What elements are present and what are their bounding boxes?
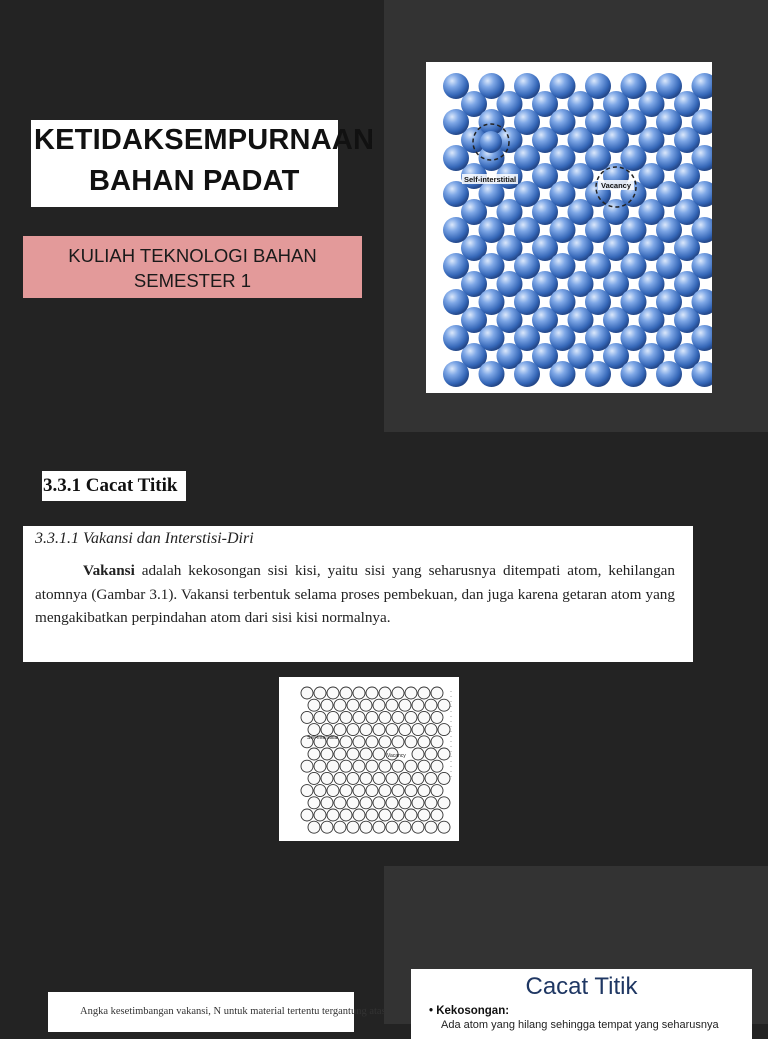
bw-atom [412,821,424,833]
bw-atom [353,809,365,821]
bw-atom [373,821,385,833]
bw-atom [321,748,333,760]
bw-atom [412,699,424,711]
atom [479,325,505,351]
bw-atom [327,760,339,772]
bw-atom [373,748,385,760]
bw-atom [347,821,359,833]
atom [514,73,540,99]
atom [585,253,611,279]
bw-atom [314,760,326,772]
bw-atom [392,736,404,748]
bw-atom [366,785,378,797]
bw-atom [360,724,372,736]
excerpt-paragraph [35,559,675,630]
atom [443,253,469,279]
bw-atom [327,687,339,699]
atom [656,253,682,279]
atom [656,289,682,315]
bw-atom [379,687,391,699]
bw-atom [360,772,372,784]
bw-atom [314,687,326,699]
bw-atom [353,711,365,723]
bw-atom [438,797,450,809]
atom [550,325,576,351]
bw-atom [438,821,450,833]
excerpt-term: Vakansi [83,562,135,579]
bw-atom [321,699,333,711]
bw-atom [360,797,372,809]
atom [656,109,682,135]
atom [585,325,611,351]
bw-atom [373,797,385,809]
bw-atom [308,699,320,711]
bw-atom [386,797,398,809]
bw-label-vacancy: Vacancy [387,753,406,759]
bw-atom [347,724,359,736]
excerpt-subheading: 3.3.1.1 Vakansi dan Interstisi-Diri [35,530,254,547]
bw-atom [412,724,424,736]
bw-atom [425,724,437,736]
atom [550,109,576,135]
bw-atom [360,748,372,760]
bw-atom [353,736,365,748]
bw-atom [366,711,378,723]
bw-atom [405,711,417,723]
atom [480,131,502,153]
bw-atom [405,760,417,772]
bw-atom [308,821,320,833]
bw-atom [438,699,450,711]
bw-atom [301,687,313,699]
bw-atom [340,785,352,797]
lattice-figure [426,62,712,393]
bw-atom [431,809,443,821]
bw-atom [431,687,443,699]
atom [585,217,611,243]
bw-atom [353,687,365,699]
bw-atom [308,772,320,784]
bw-atom [321,821,333,833]
atom [656,145,682,171]
section-heading: 3.3.1 Cacat Titik [42,471,186,501]
bw-atom [379,760,391,772]
atom [443,289,469,315]
bw-atom [347,699,359,711]
atom [621,361,647,387]
subtitle-line-1: KULIAH TEKNOLOGI BAHAN [68,245,317,266]
bw-atom [405,785,417,797]
bw-atom [399,821,411,833]
bw-atom [418,711,430,723]
bw-atom [334,797,346,809]
bw-atom [373,699,385,711]
bw-atom [308,797,320,809]
bw-atom [425,797,437,809]
bw-atom [373,724,385,736]
bw-atom [321,772,333,784]
bw-atom [353,760,365,772]
atom [443,181,469,207]
bw-atom [431,760,443,772]
atom [585,145,611,171]
slide-title: Cacat Titik [525,973,638,1000]
bw-atom [418,785,430,797]
bw-atom [412,797,424,809]
bw-atom [366,736,378,748]
bw-lattice-image [279,677,459,841]
bw-atom [425,699,437,711]
bw-atom [431,785,443,797]
atom [621,325,647,351]
bw-atom [379,711,391,723]
bw-atom [438,724,450,736]
atom [514,181,540,207]
bw-atom [334,821,346,833]
bw-atom [405,687,417,699]
bw-atom [373,772,385,784]
label-vacancy: Vacancy [601,181,632,190]
bw-atom [340,736,352,748]
bw-atom [314,711,326,723]
bw-atom [425,821,437,833]
bw-atom [392,809,404,821]
atom [514,253,540,279]
bw-atom [327,711,339,723]
atom [621,145,647,171]
bw-atom [392,711,404,723]
atom [656,217,682,243]
bw-atom [386,821,398,833]
atom [443,217,469,243]
subtitle-line-2: SEMESTER 1 [133,270,252,291]
bw-atom [340,687,352,699]
atom [585,361,611,387]
atom [656,361,682,387]
atom [550,361,576,387]
atom [479,73,505,99]
bw-atom [334,772,346,784]
bw-atom [347,797,359,809]
bw-atom [379,736,391,748]
bw-atom [412,772,424,784]
atom [514,145,540,171]
bw-atom [418,736,430,748]
atom [621,253,647,279]
atom [514,361,540,387]
bw-atom [301,760,313,772]
bw-atom [386,699,398,711]
bw-atom [438,772,450,784]
bw-atom [301,711,313,723]
bw-atom [399,772,411,784]
bw-atom [334,699,346,711]
atom [514,109,540,135]
bw-label-interstitial: Self-interstitial [307,735,339,741]
bw-atom [301,785,313,797]
bw-atom [327,809,339,821]
bw-atom [405,736,417,748]
bw-atom [399,724,411,736]
bw-atom [438,748,450,760]
bw-atom [405,809,417,821]
atom [514,217,540,243]
bw-atom [418,760,430,772]
bw-atom [314,809,326,821]
bw-atom [347,772,359,784]
bw-atom [392,760,404,772]
bw-atom [392,687,404,699]
bw-atom [340,760,352,772]
bw-atom [386,724,398,736]
bottom-right-slide [411,969,752,1039]
bw-atom [425,748,437,760]
atom [479,181,505,207]
atom [656,73,682,99]
bw-atom [418,687,430,699]
bw-atom [431,736,443,748]
bw-atom [392,785,404,797]
bw-atom [399,797,411,809]
bw-atom [379,809,391,821]
bw-atom [386,772,398,784]
slide-subtext: Ada atom yang hilang sehingga tempat yang seharusnya [441,1019,719,1031]
atom [550,217,576,243]
atom [443,325,469,351]
bw-atom [314,785,326,797]
atom [514,325,540,351]
bw-atom [431,711,443,723]
title-box [31,120,375,207]
atom [550,253,576,279]
bw-atom [321,797,333,809]
label-self-interstitial: Self-interstitial [464,175,517,184]
atom [550,289,576,315]
title-line-1: KETIDAKSEMPURNAAN [34,124,375,156]
bw-atom [360,821,372,833]
bw-atom [399,699,411,711]
atom [585,289,611,315]
bw-atom [347,748,359,760]
slide-bullet: • Kekosongan: [429,1005,510,1017]
atom [550,145,576,171]
atom [656,325,682,351]
text-excerpt [23,526,693,662]
title-line-2: BAHAN PADAT [89,165,300,197]
excerpt-body: adalah kekosongan sisi kisi, yaitu sisi yang seharusnya ditempati atom, kehilangan atomnya (Gambar 3.1). Vakansi terbentuk selama proses pembekuan, dan juga karena getaran atom yang mengakibatkan perpindahan atom dari sisi kisi normalnya. [35,562,675,626]
bw-atom [321,724,333,736]
atom [585,73,611,99]
atom [621,73,647,99]
bw-atom [308,748,320,760]
atom [479,289,505,315]
bw-atom [308,724,320,736]
bw-lattice-figure [279,677,459,841]
bw-atom [301,809,313,821]
bw-atom [412,748,424,760]
atom [443,73,469,99]
bw-atom [334,748,346,760]
bw-atom [366,809,378,821]
subtitle-box [23,236,362,298]
bw-atom [353,785,365,797]
bw-atom [425,772,437,784]
atom [550,73,576,99]
bw-atom [360,699,372,711]
bw-atom [327,785,339,797]
bw-atom [366,687,378,699]
lattice-image [426,62,712,393]
atom [443,145,469,171]
atom [514,289,540,315]
atom [479,217,505,243]
bw-atom [340,711,352,723]
bottom-left-snippet: Angka kesetimbangan vakansi, N untuk material tertentu tergantung atas [48,992,354,1032]
atom [550,181,576,207]
atom [443,361,469,387]
bw-atom [366,760,378,772]
bw-atom [334,724,346,736]
atom [621,109,647,135]
atom [479,361,505,387]
atom [656,181,682,207]
bw-atom [418,809,430,821]
atom [585,109,611,135]
atom [621,289,647,315]
atom [621,217,647,243]
atom [443,109,469,135]
atom [479,253,505,279]
bw-atom [379,785,391,797]
bw-atom [340,809,352,821]
